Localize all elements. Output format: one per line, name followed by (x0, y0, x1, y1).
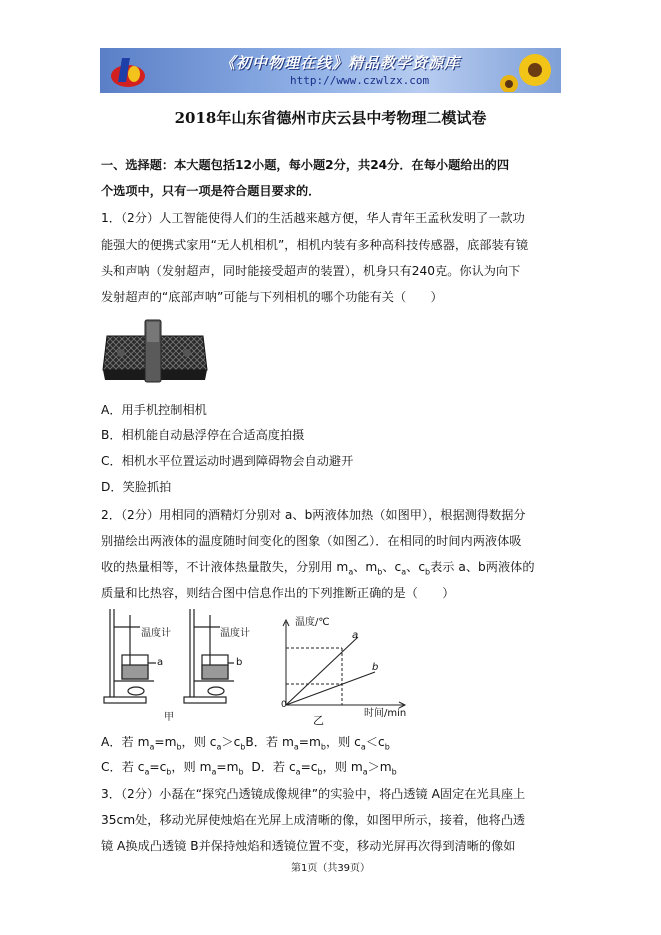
line-b-label: b (372, 662, 379, 673)
q1-option-a: A．用手机控制相机 (101, 403, 207, 417)
page-footer: 第1页（共39页） (290, 863, 371, 874)
liquid-a-label: a (157, 657, 164, 668)
q2-options-ab: A．若 $m_a=m_b$，则 $c_a>c_bB$．若 $m_a=m_b$，则 $c_a<c_b$ (101, 735, 390, 752)
drone-camera-image (101, 318, 209, 388)
q1-option-b: B．相机能自动悬浮停在合适高度拍摄 (101, 428, 305, 442)
q2-line-3: 收的热量相等，不计液体热量散失，分别用 $m_a$、$m_b$、$c_a$、$c_b$表示 a、b两液体的 (101, 560, 535, 577)
q1-line-3: 头和声呐（发射超声，同时能接受超声的装置），机身只有240克。你认为向下 (101, 264, 521, 278)
q3-line-2: 35cm处，移动光屏使烛焰在光屏上成清晰的像，如图甲所示，接着，他将凸透 (101, 813, 526, 827)
q2-line-1: 2．（2分）用相同的酒精灯分别对 a、b两液体加热（如图甲），根据测得数据分 (101, 508, 526, 522)
logo-icon (108, 52, 148, 90)
figure-yi-caption: 乙 (313, 714, 324, 727)
q1-option-c: C．相机水平位置运动时遇到障碍物会自动避开 (101, 454, 354, 468)
figure-jia-caption: 甲 (164, 712, 174, 723)
q1-line-2: 能强大的便携式家用“无人机相机”，相机内装有多种高科技传感器，底部装有镜 (101, 238, 529, 252)
thermometer-label-2: 温度计 (220, 628, 250, 639)
banner-url: http://www.czwlzx.com (290, 74, 430, 87)
q3-line-1: 3．（2分）小磊在“探究凸透镜成像规律”的实验中，将凸透镜 A固定在光具座上 (101, 787, 526, 801)
banner-title: 《初中物理在线》精品教学资源库 (220, 54, 461, 72)
q1-option-d: D．笑脸抓拍 (101, 480, 172, 494)
header-banner (100, 48, 561, 93)
sunflower-icon (497, 50, 557, 92)
x-axis-label: 时间/min (364, 708, 407, 719)
section-heading-2: 个选项中，只有一项是符合题目要求的． (101, 184, 321, 198)
thermometer-label-1: 温度计 (141, 628, 171, 639)
line-a-label: a (352, 630, 359, 641)
q1-line-4: 发射超声的“底部声呐”可能与下列相机的哪个功能有关（ ） (101, 290, 443, 304)
q2-options-cd: C．若 $c_a=c_b$，则 $m_a=m_b$ D．若 $c_a=c_b$，则 $m_a>m_b$ (101, 760, 397, 777)
page-title: 2018年山东省德州市庆云县中考物理二模试卷 (174, 109, 487, 127)
origin-label: 0 (281, 700, 287, 710)
q3-line-3: 镜 A换成凸透镜 B并保持烛焰和透镜位置不变，移动光屏再次得到清晰的像如 (101, 839, 516, 853)
q1-line-1: 1．（2分）人工智能使得人们的生活越来越方便，华人青年王孟秋发明了一款功 (101, 211, 525, 225)
q2-line-2: 别描绘出两液体的温度随时间变化的图象（如图乙）．在相同的时间内两液体吸 (101, 534, 522, 548)
liquid-b-label: b (236, 657, 243, 668)
y-axis-label: 温度/℃ (295, 617, 330, 628)
q2-line-4: 质量和比热容，则结合图中信息作出的下列推断正确的是（ ） (101, 586, 455, 600)
section-heading-1: 一、选择题：本大题包括12小题，每小题2分，共24分．在每小题给出的四 (101, 158, 510, 172)
